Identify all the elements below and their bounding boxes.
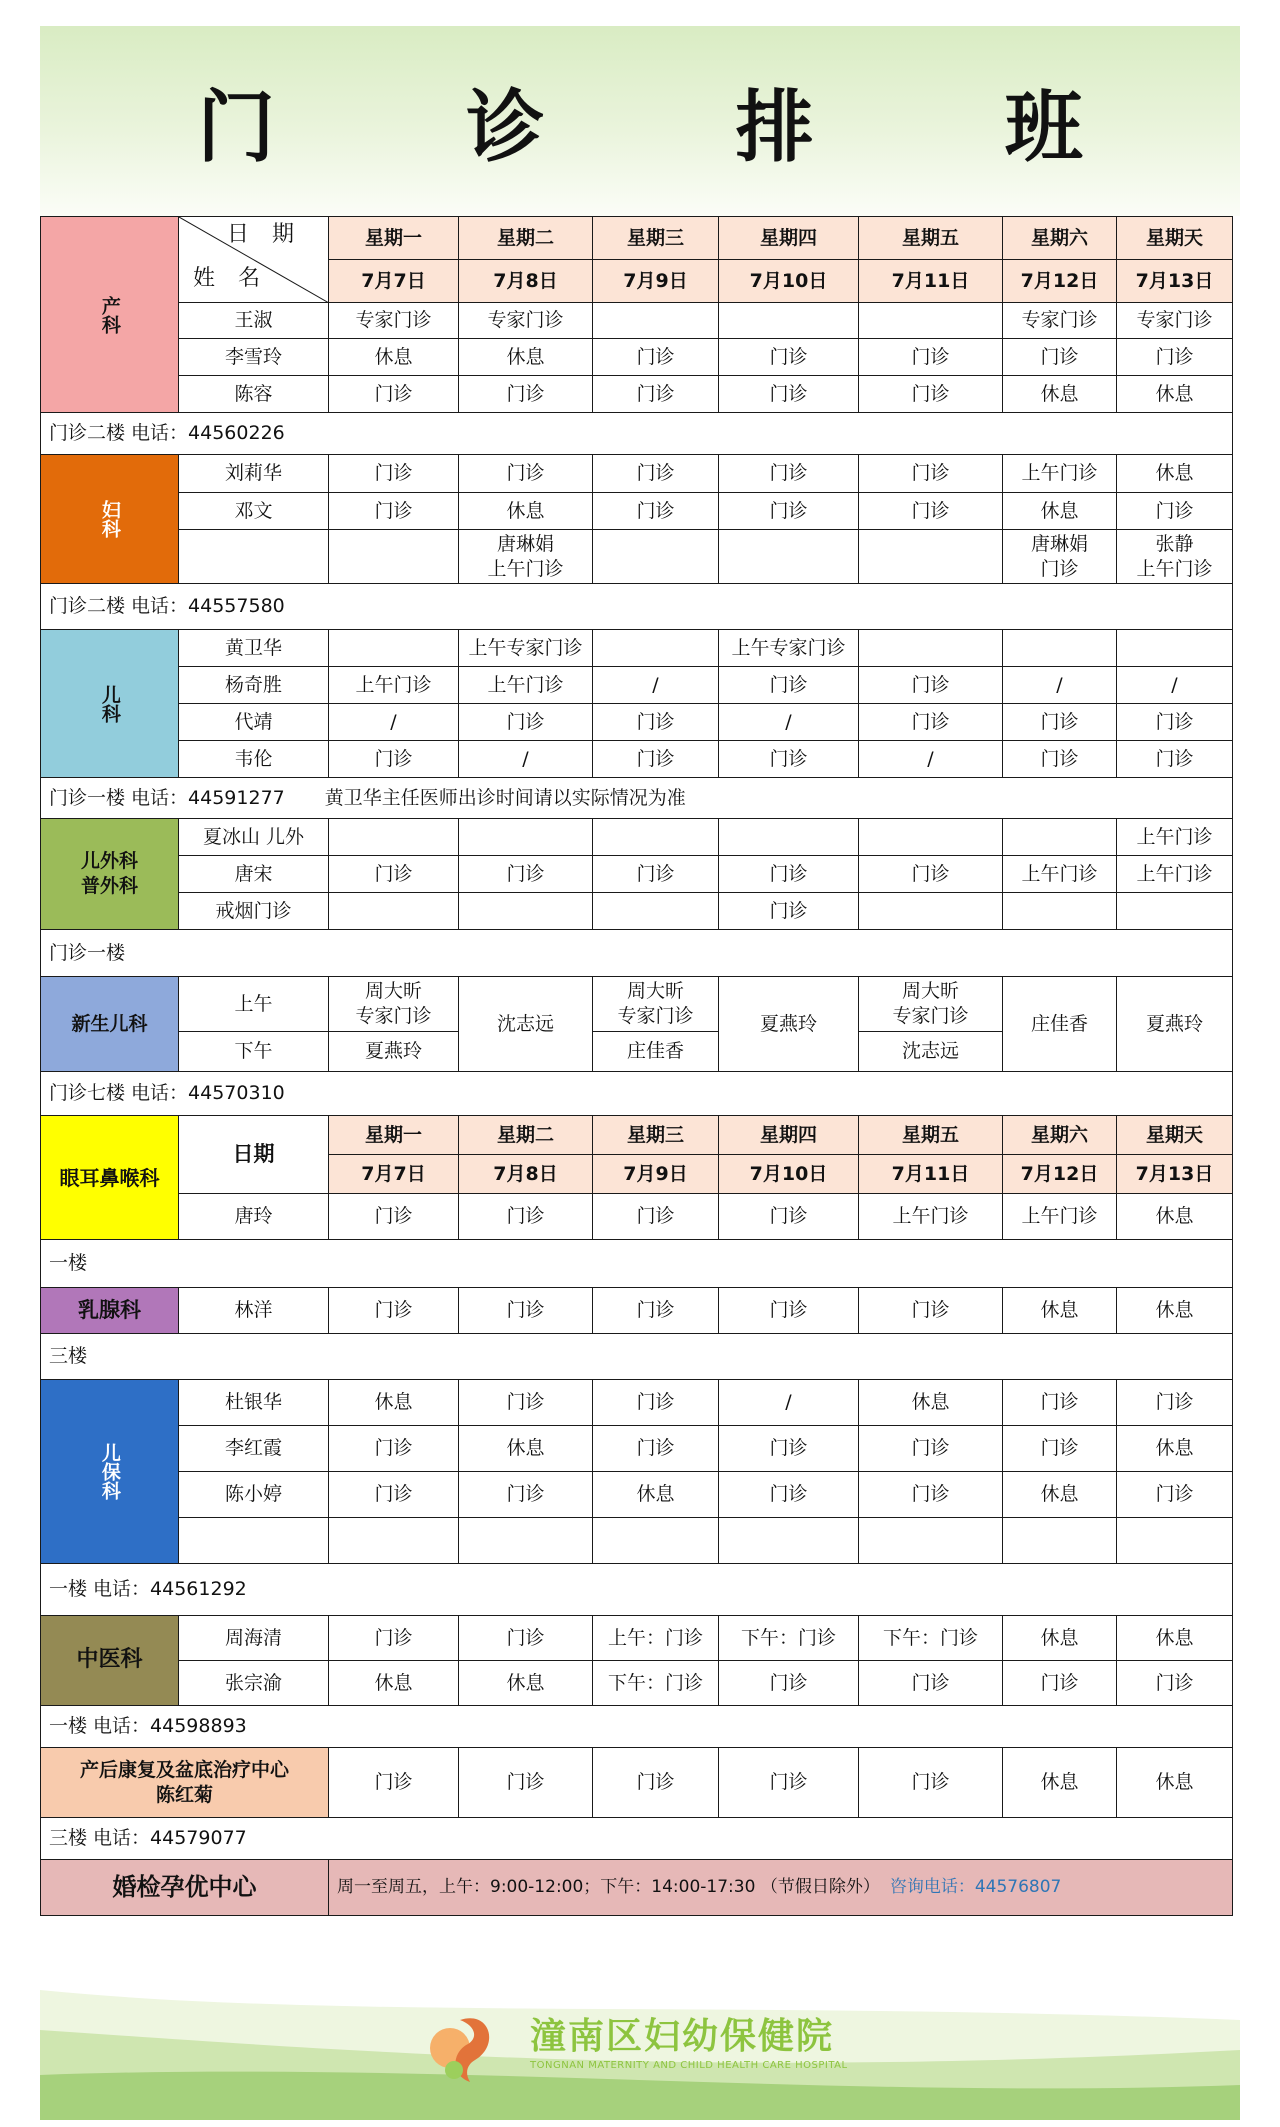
doctor-name xyxy=(179,1518,329,1564)
schedule-cell: 门诊 xyxy=(459,1380,593,1426)
doctor-name: 王淑 xyxy=(179,303,329,339)
doctor-name: 张宗渝 xyxy=(179,1661,329,1706)
schedule-cell xyxy=(329,630,459,667)
schedule-cell: 门诊 xyxy=(719,856,859,893)
day-header: 星期六 xyxy=(1003,217,1117,260)
day-header: 星期五 xyxy=(859,1116,1003,1155)
schedule-cell: 休息 xyxy=(593,1472,719,1518)
schedule-cell: 门诊 xyxy=(459,1748,593,1818)
schedule-cell: 门诊 xyxy=(593,1288,719,1334)
date-header: 7月12日 xyxy=(1003,1155,1117,1194)
schedule-cell: 休息 xyxy=(459,1661,593,1706)
dept-pediatrics: 儿科 xyxy=(41,630,179,778)
schedule-cell: 门诊 xyxy=(719,493,859,530)
schedule-cell xyxy=(1003,819,1117,856)
day-header: 星期二 xyxy=(459,1116,593,1155)
schedule-cell: / xyxy=(1117,667,1233,704)
date-header: 7月8日 xyxy=(459,1155,593,1194)
table-row xyxy=(41,1860,1233,1916)
table-row xyxy=(41,1288,1233,1334)
schedule-cell: 休息 xyxy=(329,1380,459,1426)
dept-tcm: 中医科 xyxy=(41,1616,179,1706)
schedule-cell: 沈志远 xyxy=(859,1032,1003,1072)
schedule-cell: / xyxy=(593,667,719,704)
name-label: 姓 名 xyxy=(193,266,268,292)
schedule-cell xyxy=(329,977,459,1032)
schedule-cell: 门诊 xyxy=(719,455,859,493)
dept-breast: 乳腺科 xyxy=(41,1288,179,1334)
schedule-cell: 庄佳香 xyxy=(1003,977,1117,1072)
schedule-cell xyxy=(1003,530,1117,584)
schedule-cell: 门诊 xyxy=(719,1194,859,1240)
schedule-cell xyxy=(859,303,1003,339)
schedule-cell: 门诊 xyxy=(719,339,859,376)
doctor-name: 代靖 xyxy=(179,704,329,741)
schedule-note: 上午门诊 xyxy=(1136,557,1213,580)
header-corner xyxy=(179,217,329,303)
schedule-cell: 门诊 xyxy=(329,1616,459,1661)
schedule-cell: / xyxy=(859,741,1003,778)
schedule-cell xyxy=(329,530,459,584)
schedule-cell: 门诊 xyxy=(593,493,719,530)
schedule-cell: 庄佳香 xyxy=(593,1032,719,1072)
date-header: 7月8日 xyxy=(459,260,593,303)
schedule-cell xyxy=(859,630,1003,667)
table-row xyxy=(41,1380,1233,1426)
dept-line: 儿外科 xyxy=(80,850,138,873)
schedule-cell: 休息 xyxy=(1003,1748,1117,1818)
schedule-cell: 专家门诊 xyxy=(329,303,459,339)
table-row xyxy=(41,339,1233,376)
schedule-cell: 门诊 xyxy=(719,1288,859,1334)
schedule-cell xyxy=(719,530,859,584)
schedule-cell: 门诊 xyxy=(329,741,459,778)
schedule-cell xyxy=(1003,1518,1117,1564)
dept-ent: 眼耳鼻喉科 xyxy=(41,1116,179,1240)
dept-neonatal: 新生儿科 xyxy=(41,977,179,1072)
table-row xyxy=(41,1748,1233,1818)
day-header: 星期三 xyxy=(593,217,719,260)
location-info: 门诊一楼 xyxy=(41,930,1233,977)
schedule-cell: 休息 xyxy=(1117,1748,1233,1818)
schedule-cell: 门诊 xyxy=(719,893,859,930)
notice-text: 黄卫华主任医师出诊时间请以实际情况为准 xyxy=(324,786,686,809)
doctor-name: 李红霞 xyxy=(179,1426,329,1472)
location-info: 一楼 xyxy=(41,1240,1233,1288)
schedule-cell: 夏燕玲 xyxy=(329,1032,459,1072)
date-header: 7月11日 xyxy=(859,260,1003,303)
schedule-cell: 门诊 xyxy=(459,1288,593,1334)
schedule-cell: 门诊 xyxy=(1117,1380,1233,1426)
doctor-name: 邓文 xyxy=(179,493,329,530)
location-info: 一楼 电话：44598893 xyxy=(41,1706,1233,1748)
schedule-cell xyxy=(859,530,1003,584)
doctor-name: 李雪玲 xyxy=(179,339,329,376)
location-info: 门诊七楼 电话：44570310 xyxy=(41,1072,1233,1116)
schedule-cell: 门诊 xyxy=(1003,1661,1117,1706)
table-row xyxy=(41,819,1233,856)
schedule-cell: 休息 xyxy=(459,339,593,376)
schedule-cell: 门诊 xyxy=(593,704,719,741)
schedule-note: 专家门诊 xyxy=(617,1005,694,1027)
schedule-cell: 门诊 xyxy=(593,1194,719,1240)
schedule-cell: 专家门诊 xyxy=(1117,303,1233,339)
schedule-cell: 门诊 xyxy=(459,376,593,413)
schedule-cell: 门诊 xyxy=(859,493,1003,530)
schedule-cell: 门诊 xyxy=(1117,339,1233,376)
schedule-cell: 门诊 xyxy=(459,704,593,741)
schedule-cell: 上午门诊 xyxy=(1117,819,1233,856)
dept-surgery xyxy=(41,819,179,930)
hours-text: 周一至周五，上午：9:00-12:00；下午：14:00-17:30 （节假日除外） xyxy=(337,1877,880,1898)
dept-line: 普外科 xyxy=(80,875,138,897)
schedule-note: 专家门诊 xyxy=(892,1005,969,1027)
schedule-cell: 上午门诊 xyxy=(1003,455,1117,493)
schedule-cell xyxy=(593,630,719,667)
schedule-cell: 门诊 xyxy=(859,1661,1003,1706)
schedule-cell: 上午门诊 xyxy=(459,667,593,704)
session-pm: 下午 xyxy=(179,1032,329,1072)
table-row xyxy=(41,977,1233,1032)
schedule-cell: 门诊 xyxy=(1003,1426,1117,1472)
schedule-cell: 门诊 xyxy=(459,1616,593,1661)
schedule-cell: 上午：门诊 xyxy=(593,1616,719,1661)
schedule-cell: 上午专家门诊 xyxy=(719,630,859,667)
date-header: 7月7日 xyxy=(329,1155,459,1194)
schedule-cell: 门诊 xyxy=(329,1194,459,1240)
schedule-cell xyxy=(1003,630,1117,667)
schedule-cell: 门诊 xyxy=(329,376,459,413)
doctor-name: 夏冰山 儿外 xyxy=(179,819,329,856)
schedule-cell: 上午专家门诊 xyxy=(459,630,593,667)
schedule-note: 专家门诊 xyxy=(355,1005,432,1027)
schedule-cell: 门诊 xyxy=(719,667,859,704)
schedule-cell: 休息 xyxy=(1003,1616,1117,1661)
schedule-cell xyxy=(459,819,593,856)
doctor-name: 刘莉华 xyxy=(179,455,329,493)
schedule-cell: 门诊 xyxy=(859,704,1003,741)
schedule-cell: 休息 xyxy=(1003,1288,1117,1334)
schedule-cell xyxy=(859,819,1003,856)
schedule-cell xyxy=(593,819,719,856)
hospital-name: 潼南区妇幼保健院 xyxy=(530,2016,835,2057)
date-header: 7月9日 xyxy=(593,260,719,303)
schedule-cell: 休息 xyxy=(1117,376,1233,413)
schedule-cell: 沈志远 xyxy=(459,977,593,1072)
schedule-cell xyxy=(719,1518,859,1564)
schedule-cell: 下午：门诊 xyxy=(593,1661,719,1706)
doctor-name: 周海清 xyxy=(179,1616,329,1661)
schedule-cell: 夏燕玲 xyxy=(1117,977,1233,1072)
day-header: 星期三 xyxy=(593,1116,719,1155)
table-row xyxy=(41,667,1233,704)
hospital-name-en: TONGNAN MATERNITY AND CHILD HEALTH CARE HOSPITAL xyxy=(530,2060,848,2071)
schedule-cell: 门诊 xyxy=(329,856,459,893)
schedule-note: 上午门诊 xyxy=(487,557,564,580)
schedule-cell: 门诊 xyxy=(329,455,459,493)
schedule-cell: 门诊 xyxy=(329,1472,459,1518)
schedule-cell: 休息 xyxy=(459,1426,593,1472)
schedule-cell: 门诊 xyxy=(459,1472,593,1518)
schedule-cell: 上午门诊 xyxy=(329,667,459,704)
schedule-cell: 休息 xyxy=(329,1661,459,1706)
doctor-name: 唐宋 xyxy=(179,856,329,893)
doctor-name: 张静 xyxy=(1155,532,1194,555)
schedule-cell: 上午门诊 xyxy=(1003,856,1117,893)
schedule-cell xyxy=(1117,1518,1233,1564)
schedule-cell: 门诊 xyxy=(593,741,719,778)
schedule-cell xyxy=(459,1518,593,1564)
schedule-cell: 门诊 xyxy=(859,1748,1003,1818)
table-row xyxy=(41,530,1233,584)
schedule-cell xyxy=(719,819,859,856)
doctor-name xyxy=(179,530,329,584)
table-row xyxy=(41,893,1233,930)
schedule-cell: 门诊 xyxy=(859,1288,1003,1334)
page-title: 门 诊 排 班 xyxy=(197,83,1165,173)
schedule-cell xyxy=(593,530,719,584)
table-row xyxy=(41,1426,1233,1472)
doctor-name: 陈小婷 xyxy=(179,1472,329,1518)
schedule-cell: 门诊 xyxy=(459,856,593,893)
schedule-cell: 休息 xyxy=(1003,376,1117,413)
schedule-cell xyxy=(593,977,719,1032)
schedule-note: 门诊 xyxy=(1040,557,1079,580)
dept-postpartum xyxy=(41,1748,329,1818)
hospital-logo xyxy=(420,2000,510,2090)
schedule-cell: 下午：门诊 xyxy=(859,1616,1003,1661)
schedule-cell: 门诊 xyxy=(329,493,459,530)
schedule-cell: 专家门诊 xyxy=(459,303,593,339)
schedule-cell: 门诊 xyxy=(593,376,719,413)
schedule-cell: 门诊 xyxy=(329,1426,459,1472)
schedule-cell: 休息 xyxy=(459,493,593,530)
schedule-cell: 夏燕玲 xyxy=(719,977,859,1072)
schedule-cell: 休息 xyxy=(1003,1472,1117,1518)
dept-line: 产后康复及盆底治疗中心 xyxy=(79,1758,289,1781)
schedule-cell: 门诊 xyxy=(593,1380,719,1426)
doctor-name: 唐琳娟 xyxy=(1030,532,1088,555)
schedule-cell: 门诊 xyxy=(859,455,1003,493)
date-label: 日 期 xyxy=(227,222,302,247)
doctor-name: 唐玲 xyxy=(179,1194,329,1240)
doctor-name: 陈容 xyxy=(179,376,329,413)
table-row xyxy=(41,376,1233,413)
schedule-cell xyxy=(1003,893,1117,930)
doctor-name: 陈红菊 xyxy=(155,1783,213,1806)
schedule-cell: 门诊 xyxy=(329,1288,459,1334)
schedule-cell xyxy=(593,303,719,339)
schedule-cell xyxy=(859,977,1003,1032)
schedule-cell: 上午门诊 xyxy=(1003,1194,1117,1240)
dept-gynecology: 妇科 xyxy=(41,455,179,584)
schedule-cell: 门诊 xyxy=(859,376,1003,413)
day-header: 星期一 xyxy=(329,217,459,260)
table-row xyxy=(41,630,1233,667)
table-row xyxy=(41,1661,1233,1706)
schedule-cell: 休息 xyxy=(329,339,459,376)
schedule-cell xyxy=(329,819,459,856)
schedule-cell xyxy=(1117,893,1233,930)
date-header: 7月12日 xyxy=(1003,260,1117,303)
schedule-cell xyxy=(859,893,1003,930)
schedule-cell xyxy=(719,303,859,339)
schedule-cell: 休息 xyxy=(1117,1426,1233,1472)
schedule-cell: 门诊 xyxy=(859,856,1003,893)
table-row xyxy=(41,1194,1233,1240)
schedule-cell xyxy=(329,1518,459,1564)
schedule-cell: 休息 xyxy=(1003,493,1117,530)
schedule-cell: 门诊 xyxy=(859,1426,1003,1472)
doctor-name: 周大昕 xyxy=(626,980,684,1003)
schedule-cell: 休息 xyxy=(1117,1194,1233,1240)
day-header: 星期二 xyxy=(459,217,593,260)
schedule-cell: / xyxy=(329,704,459,741)
doctor-name: 杜银华 xyxy=(179,1380,329,1426)
dept-childcare: 儿保科 xyxy=(41,1380,179,1564)
schedule-cell: 门诊 xyxy=(719,1426,859,1472)
day-header: 星期四 xyxy=(719,217,859,260)
doctor-name: 黄卫华 xyxy=(179,630,329,667)
table-row xyxy=(41,1472,1233,1518)
location-info: 门诊二楼 电话：44560226 xyxy=(41,413,1233,455)
table-row xyxy=(41,455,1233,493)
day-header: 星期五 xyxy=(859,217,1003,260)
schedule-cell: 门诊 xyxy=(1117,741,1233,778)
date-header: 7月13日 xyxy=(1117,260,1233,303)
schedule-cell: 门诊 xyxy=(459,455,593,493)
schedule-cell: 休息 xyxy=(1117,1616,1233,1661)
schedule-cell xyxy=(459,530,593,584)
schedule-cell: / xyxy=(719,704,859,741)
schedule-table xyxy=(40,216,1233,1916)
day-header: 星期天 xyxy=(1117,217,1233,260)
doctor-name: 唐琳娟 xyxy=(496,532,554,555)
schedule-cell: 门诊 xyxy=(1117,1472,1233,1518)
schedule-cell: 门诊 xyxy=(1003,741,1117,778)
schedule-cell xyxy=(1117,530,1233,584)
schedule-cell: 门诊 xyxy=(1117,1661,1233,1706)
date-header: 7月10日 xyxy=(719,1155,859,1194)
doctor-name: 戒烟门诊 xyxy=(179,893,329,930)
table-row xyxy=(41,856,1233,893)
schedule-cell: 门诊 xyxy=(719,376,859,413)
schedule-cell xyxy=(593,1518,719,1564)
schedule-cell: 门诊 xyxy=(1003,704,1117,741)
table-row xyxy=(41,1518,1233,1564)
date-header: 7月10日 xyxy=(719,260,859,303)
date-label: 日期 xyxy=(179,1116,329,1194)
schedule-cell xyxy=(1117,630,1233,667)
schedule-cell: 门诊 xyxy=(593,856,719,893)
schedule-cell xyxy=(459,893,593,930)
schedule-cell: 门诊 xyxy=(593,455,719,493)
schedule-cell: 专家门诊 xyxy=(1003,303,1117,339)
location-info: 三楼 电话：44579077 xyxy=(41,1818,1233,1860)
schedule-cell xyxy=(859,1518,1003,1564)
schedule-cell: / xyxy=(719,1380,859,1426)
schedule-cell: 门诊 xyxy=(1117,493,1233,530)
schedule-cell: 休息 xyxy=(1117,1288,1233,1334)
schedule-cell: 门诊 xyxy=(593,1748,719,1818)
date-header: 7月7日 xyxy=(329,260,459,303)
date-header: 7月9日 xyxy=(593,1155,719,1194)
schedule-cell: 上午门诊 xyxy=(859,1194,1003,1240)
schedule-cell: 门诊 xyxy=(719,1748,859,1818)
table-row xyxy=(41,741,1233,778)
schedule-cell: 门诊 xyxy=(859,667,1003,704)
day-header: 星期四 xyxy=(719,1116,859,1155)
doctor-name: 韦伦 xyxy=(179,741,329,778)
schedule-cell: 门诊 xyxy=(719,741,859,778)
schedule-cell: 门诊 xyxy=(719,1472,859,1518)
schedule-cell: / xyxy=(1003,667,1117,704)
schedule-cell xyxy=(593,893,719,930)
schedule-cell: 门诊 xyxy=(1117,704,1233,741)
doctor-name: 周大昕 xyxy=(901,980,959,1003)
location-text: 门诊一楼 电话：44591277 xyxy=(49,786,285,809)
schedule-cell: 门诊 xyxy=(719,1661,859,1706)
session-am: 上午 xyxy=(179,977,329,1032)
doctor-name: 周大昕 xyxy=(364,980,422,1003)
table-row xyxy=(41,303,1233,339)
doctor-name: 林洋 xyxy=(179,1288,329,1334)
schedule-cell: 门诊 xyxy=(859,1472,1003,1518)
schedule-cell: 门诊 xyxy=(459,1194,593,1240)
table-row xyxy=(41,493,1233,530)
dept-premarital: 婚检孕优中心 xyxy=(41,1860,329,1916)
schedule-cell: 门诊 xyxy=(329,1748,459,1818)
schedule-cell: / xyxy=(459,741,593,778)
schedule-cell: 下午：门诊 xyxy=(719,1616,859,1661)
service-hours xyxy=(329,1860,1233,1916)
schedule-cell: 门诊 xyxy=(859,339,1003,376)
date-header: 7月11日 xyxy=(859,1155,1003,1194)
day-header: 星期六 xyxy=(1003,1116,1117,1155)
schedule-cell: 门诊 xyxy=(593,339,719,376)
schedule-cell xyxy=(329,893,459,930)
schedule-cell: 门诊 xyxy=(593,1426,719,1472)
location-info xyxy=(41,778,1233,819)
schedule-cell: 门诊 xyxy=(1003,1380,1117,1426)
dept-obstetrics: 产科 xyxy=(41,217,179,413)
schedule-cell: 上午门诊 xyxy=(1117,856,1233,893)
schedule-cell: 门诊 xyxy=(1003,339,1117,376)
title-banner xyxy=(40,26,1240,216)
schedule-cell: 休息 xyxy=(1117,455,1233,493)
location-info: 门诊二楼 电话：44557580 xyxy=(41,584,1233,630)
schedule-cell: 休息 xyxy=(859,1380,1003,1426)
phone-text: 咨询电话：44576807 xyxy=(889,1877,1062,1898)
day-header: 星期天 xyxy=(1117,1116,1233,1155)
day-header: 星期一 xyxy=(329,1116,459,1155)
table-row xyxy=(41,704,1233,741)
location-info: 三楼 xyxy=(41,1334,1233,1380)
doctor-name: 杨奇胜 xyxy=(179,667,329,704)
date-header: 7月13日 xyxy=(1117,1155,1233,1194)
table-row xyxy=(41,1616,1233,1661)
location-info: 一楼 电话：44561292 xyxy=(41,1564,1233,1616)
